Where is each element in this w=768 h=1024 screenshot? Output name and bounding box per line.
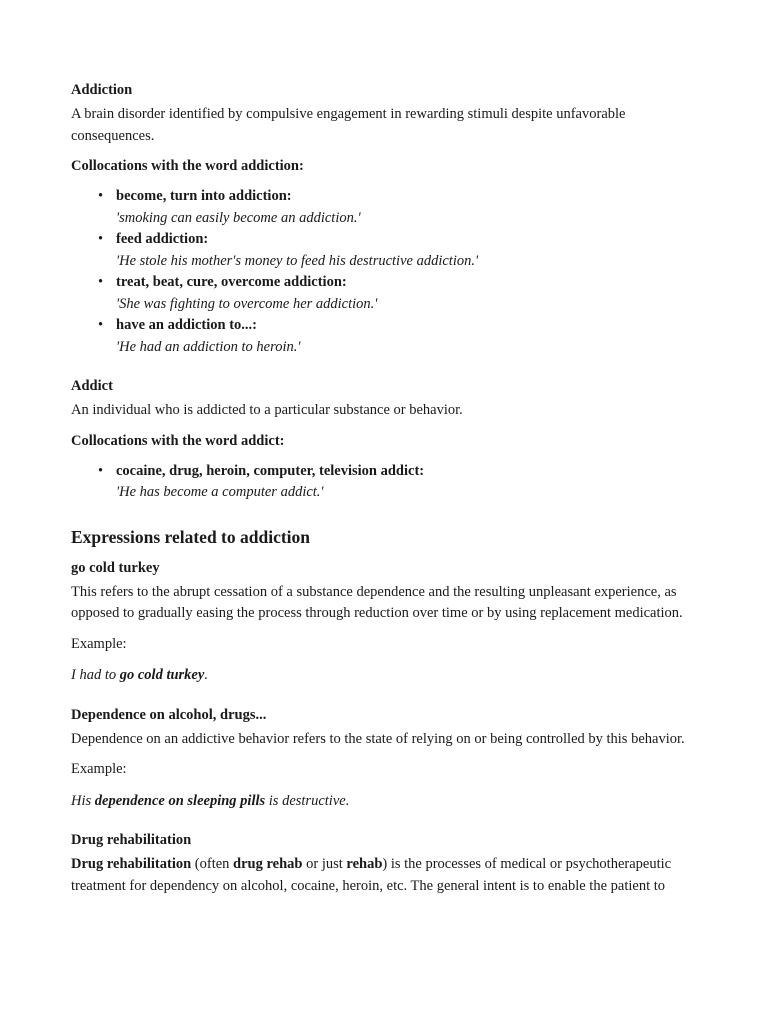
collocation-term: become, turn into addiction: [116,188,292,204]
collocation-example: 'smoking can easily become an addiction.' [116,209,361,226]
addiction-heading: Addiction [71,82,133,98]
rehab-term: Drug rehabilitation [71,856,192,872]
dependence-example-label: Example: [71,761,127,777]
addiction-collocations-heading: Collocations with the word addiction: [71,158,304,174]
cold-turkey-body: This refers to the abrupt cessation of a substance dependence and the resulting unpleasant experience, as opposed to gradually easing the process through reduction over time or by using replacement medication. [71,583,683,621]
rehab-heading: Drug rehabilitation [71,832,192,848]
addiction-collocations-list [71,186,696,358]
addict-heading: Addict [71,378,113,394]
example-highlight: dependence on sleeping pills [94,792,266,809]
cold-turkey-heading: go cold turkey [71,559,160,576]
dependence-body: Dependence on an addictive behavior refers to the state of relying on or being controlled by this behavior. [71,730,685,747]
example-text: . [204,667,208,683]
dependence-example [71,791,696,813]
dependence-heading: Dependence on alcohol, drugs... [71,706,267,723]
collocation-example: 'He had an addiction to heroin.' [116,338,301,355]
rehab-term: drug rehab [233,856,303,872]
list-item [116,186,696,229]
example-highlight: go cold turkey [119,667,205,683]
expressions-heading: Expressions related to addiction [71,526,311,547]
collocation-term: have an addiction to...: [116,317,257,333]
list-item [116,229,696,272]
collocation-term: feed addiction: [116,231,209,247]
collocation-example: 'He stole his mother's money to feed his destructive addiction.' [116,252,479,269]
list-item [116,272,696,315]
rehab-text: (often [191,856,234,872]
list-item [116,315,696,358]
cold-turkey-example [71,665,696,687]
addiction-definition: A brain disorder identified by compulsive engagement in rewarding stimuli despite unfavorable consequences. [71,106,626,144]
addict-definition: An individual who is addicted to a particular substance or behavior. [71,402,463,418]
collocation-example: 'She was fighting to overcome her addiction.' [116,295,378,312]
addict-collocations-heading: Collocations with the word addict: [71,432,285,449]
list-item [116,461,696,504]
collocation-term: cocaine, drug, heroin, computer, television addict: [116,462,425,479]
document-content [71,80,696,897]
example-text: is destructive. [265,792,350,809]
rehab-body [71,854,696,897]
collocation-example: 'He has become a computer addict.' [116,484,324,500]
example-text: His [71,792,95,809]
rehab-text: or just [302,856,347,872]
collocation-term: treat, beat, cure, overcome addiction: [116,274,347,290]
cold-turkey-example-label: Example: [71,635,127,652]
example-text: I had to [71,667,120,683]
addict-collocations-list [71,461,696,504]
rehab-term: rehab [346,856,383,872]
rehab-text: ) is the processes of medical or psychotherapeutic treatment for dependency on alcohol, cocaine, heroin, etc. The general intent is to enable the patient to [71,856,672,894]
